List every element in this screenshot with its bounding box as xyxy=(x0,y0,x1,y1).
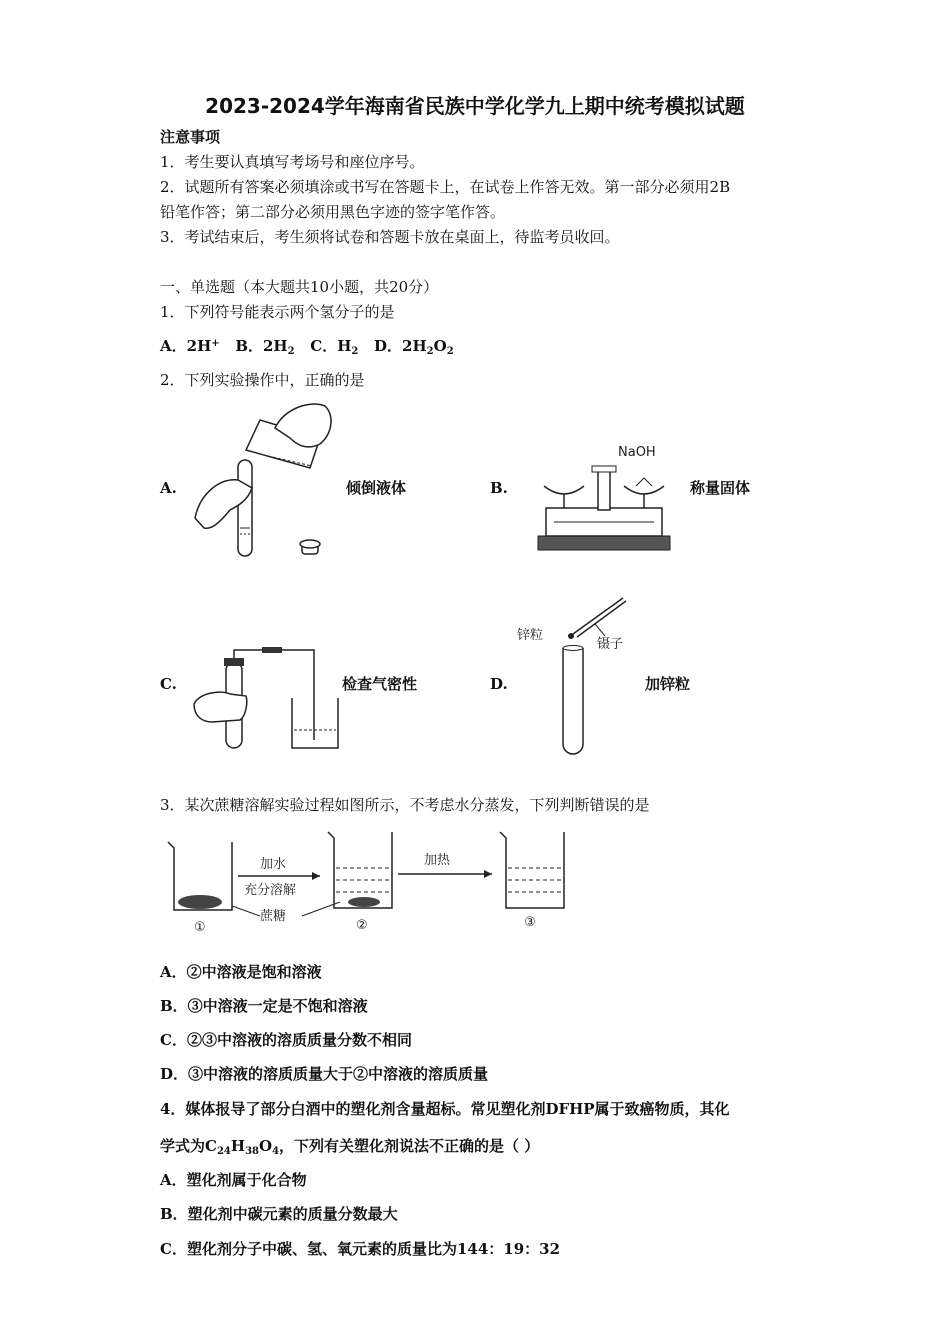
balance-figure xyxy=(530,440,680,555)
q4-stem-line-2: 学式为$C_{24}H_{38}O_4$，下列有关塑化剂说法不正确的是（ ） xyxy=(160,1137,540,1157)
q4-option-c[interactable]: C．塑化剂分子中碳、氢、氧元素的质量比为144：19：32 xyxy=(160,1240,560,1258)
q3-option-d[interactable]: D．③中溶液的溶质质量大于②中溶液的溶质质量 xyxy=(160,1065,489,1083)
sugar-dissolve-figure xyxy=(160,828,580,938)
q1-option-a[interactable]: A．2H+ xyxy=(160,337,220,355)
q1-option-d[interactable]: D．$2H_2O_2$ xyxy=(374,337,454,357)
q2-option-b-caption: 称量固体 xyxy=(690,479,751,497)
q2-option-a-caption: 倾倒液体 xyxy=(346,479,407,497)
naoh-label: NaOH xyxy=(618,445,656,460)
notice-item-2-cont: 铅笔作答；第二部分必须用黑色字迹的签字笔作答。 xyxy=(160,203,506,221)
q2-option-b-letter[interactable]: B. xyxy=(490,479,508,497)
sugar-label: 蔗糖 xyxy=(260,909,287,924)
q3-option-a[interactable]: A．②中溶液是饱和溶液 xyxy=(160,963,322,981)
q2-option-c-letter[interactable]: C. xyxy=(160,675,177,693)
section-heading: 一、单选题（本大题共10小题，共20分） xyxy=(160,278,439,296)
q4-option-a[interactable]: A．塑化剂属于化合物 xyxy=(160,1171,307,1189)
q4-option-b[interactable]: B．塑化剂中碳元素的质量分数最大 xyxy=(160,1205,398,1223)
notice-item-3: 3．考试结束后，考生须将试卷和答题卡放在桌面上，待监考员收回。 xyxy=(160,228,620,246)
q2-option-d-caption: 加锌粒 xyxy=(645,675,691,693)
notice-item-1: 1．考生要认真填写考场号和座位序号。 xyxy=(160,153,425,171)
tweezers-label: 镊子 xyxy=(597,637,624,652)
page-title: 2023-2024学年海南省民族中学化学九上期中统考模拟试题 xyxy=(205,94,745,118)
q3-option-c[interactable]: C．②③中溶液的溶质质量分数不相同 xyxy=(160,1031,412,1049)
q2-option-c-caption: 检查气密性 xyxy=(342,675,418,693)
airtight-check-figure xyxy=(192,642,352,752)
arrow1-top-label: 加水 xyxy=(260,857,287,872)
zinc-label: 锌粒 xyxy=(517,628,544,643)
q4-stem-line-1: 4．媒体报导了部分白酒中的塑化剂含量超标。常见塑化剂DFHP属于致癌物质，其化 xyxy=(160,1100,730,1118)
q3-stem: 3．某次蔗糖溶解实验过程如图所示，不考虑水分蒸发，下列判断错误的是 xyxy=(160,796,650,814)
q2-option-d-letter[interactable]: D. xyxy=(490,675,508,693)
beaker-2-number: ② xyxy=(356,918,368,933)
notice-heading: 注意事项 xyxy=(160,128,221,146)
beaker-1-number: ① xyxy=(194,920,206,935)
q3-option-b[interactable]: B．③中溶液一定是不饱和溶液 xyxy=(160,997,368,1015)
notice-item-2: 2．试题所有答案必须填涂或书写在答题卡上，在试卷上作答无效。第一部分必须用2B xyxy=(160,178,731,196)
q1-options xyxy=(160,337,454,355)
q1-option-b[interactable]: B．$2H_2$ xyxy=(235,337,295,357)
q1-option-c[interactable]: C．$H_2$ xyxy=(310,337,359,357)
arrow1-bottom-label: 充分溶解 xyxy=(244,883,297,898)
add-zinc-figure xyxy=(515,596,640,756)
beaker-3-number: ③ xyxy=(524,915,536,930)
q2-stem: 2．下列实验操作中，正确的是 xyxy=(160,371,365,389)
arrow2-label: 加热 xyxy=(424,853,451,868)
q1-stem: 1．下列符号能表示两个氢分子的是 xyxy=(160,303,395,321)
q2-option-a-letter[interactable]: A. xyxy=(160,479,177,497)
pour-liquid-figure xyxy=(190,398,340,568)
